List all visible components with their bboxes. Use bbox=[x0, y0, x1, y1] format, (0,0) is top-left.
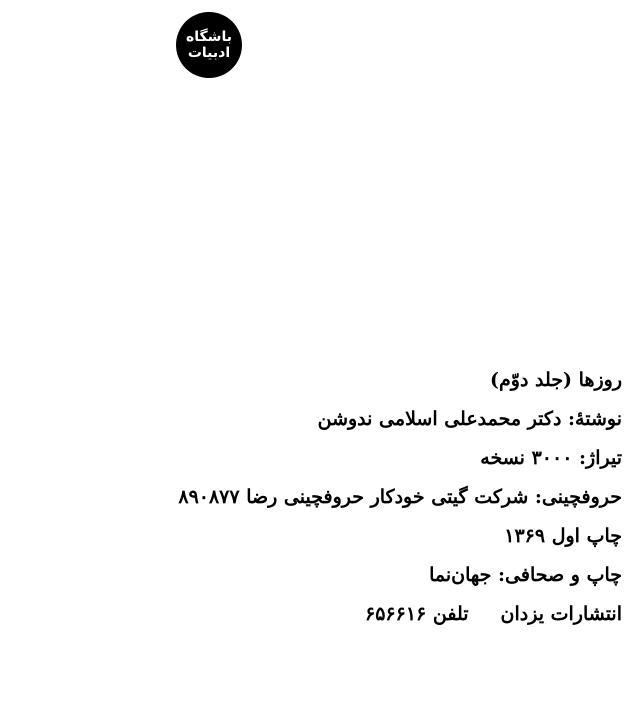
publisher-row bbox=[0, 604, 622, 643]
publisher-logo bbox=[176, 12, 242, 78]
publisher-phone: تلفن ۶۵۶۶۱۶ bbox=[365, 603, 469, 625]
book-title: روزها (جلد دوّم) bbox=[490, 369, 622, 391]
print-run-line: تیراژ: ۳۰۰۰ نسخه bbox=[480, 447, 622, 469]
author-line: نوشتهٔ: دکتر محمدعلی اسلامی ندوشن bbox=[317, 408, 622, 430]
printing-line: چاپ و صحافی: جهان‌نما bbox=[429, 564, 622, 586]
logo-text-line1: باشگاه bbox=[186, 29, 232, 45]
edition-line: چاپ اول ۱۳۶۹ bbox=[504, 525, 622, 547]
publisher-name: انتشارات یزدان bbox=[500, 603, 622, 625]
logo-text-line2: ادبیات bbox=[187, 45, 231, 61]
typesetting-line: حروفچینی: شرکت گیتی خودکار حروفچینی رضا ۸۹۰۸۷۷ bbox=[178, 486, 622, 508]
colophon bbox=[0, 370, 622, 643]
